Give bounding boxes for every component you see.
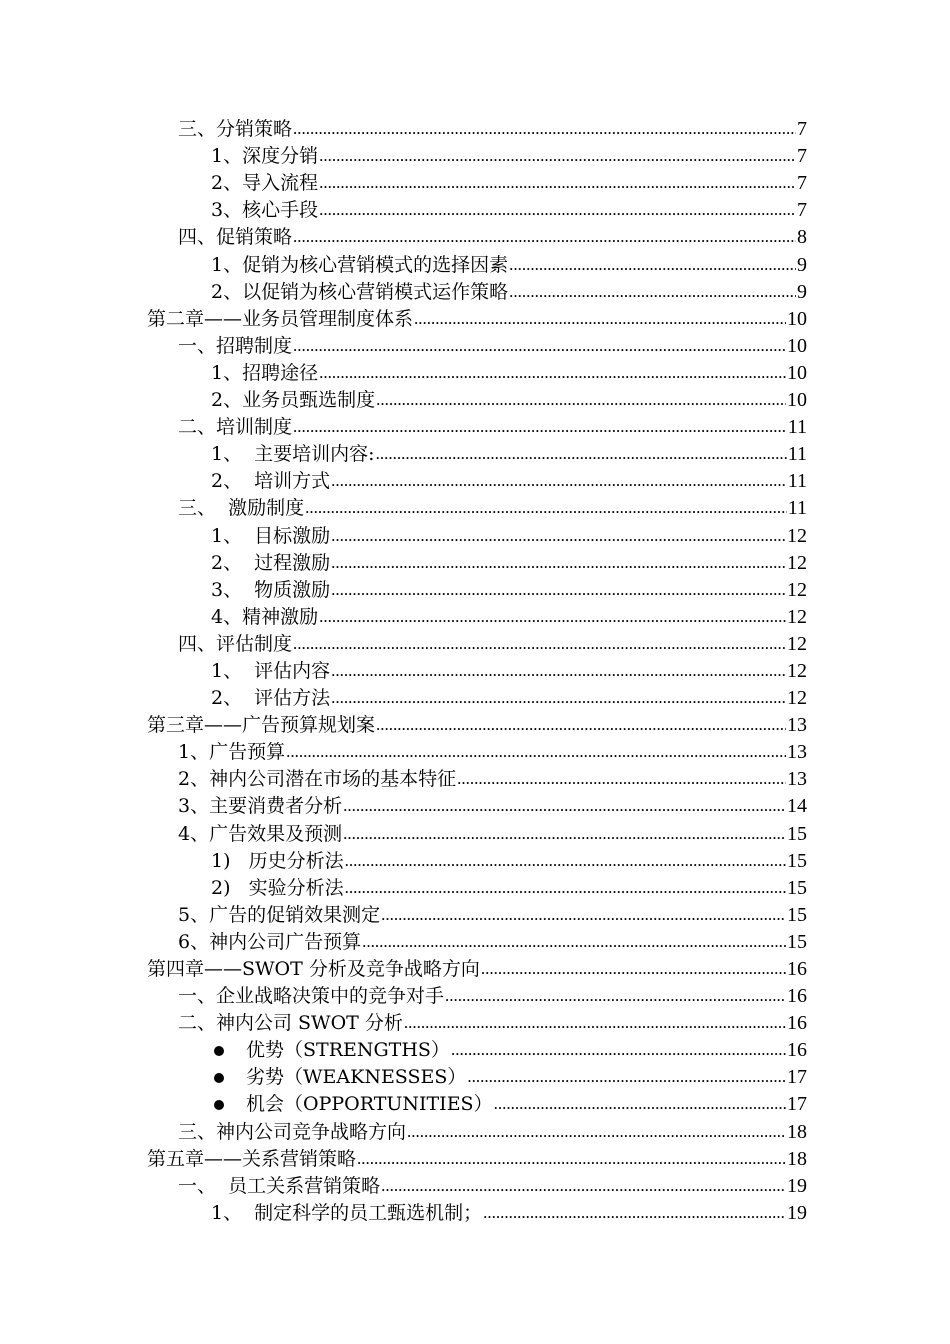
toc-entry-page-number: 10: [787, 389, 807, 412]
toc-entry-page-number: 16: [787, 1039, 807, 1062]
dot-leader: [451, 1038, 786, 1062]
table-of-contents: [0, 114, 950, 1225]
toc-entry-page-number: 9: [797, 280, 807, 303]
dot-leader: [483, 1201, 786, 1225]
dot-leader: [481, 957, 786, 981]
dot-leader: [319, 605, 786, 629]
dot-leader: [293, 225, 796, 249]
dot-leader: [331, 686, 786, 710]
toc-entry[interactable]: [0, 304, 950, 331]
dot-leader: [293, 632, 786, 656]
dot-leader: [445, 984, 786, 1008]
dot-leader: [345, 849, 786, 873]
toc-entry-page-number: 10: [787, 361, 807, 384]
toc-entry[interactable]: [0, 710, 950, 737]
dot-leader: [343, 794, 786, 818]
toc-entry[interactable]: [0, 683, 950, 710]
toc-entry-label: 2、以促销为核心营销模式运作策略: [211, 280, 509, 303]
dot-leader: [376, 713, 786, 737]
dot-leader: [319, 144, 796, 168]
toc-entry[interactable]: [0, 466, 950, 493]
toc-entry[interactable]: [0, 222, 950, 249]
dot-leader: [343, 822, 786, 846]
dot-leader: [494, 1092, 786, 1116]
dot-leader: [293, 334, 786, 358]
toc-entry-label: 3、 物质激励: [211, 578, 331, 601]
toc-entry-page-number: 16: [787, 1012, 807, 1035]
toc-entry[interactable]: [0, 1008, 950, 1035]
toc-entry[interactable]: [0, 331, 950, 358]
dot-leader: [331, 469, 787, 493]
toc-entry-label: 4、广告效果及预测: [178, 822, 343, 845]
toc-entry-page-number: 11: [787, 497, 807, 520]
toc-entry-label: 第五章——关系营销策略: [147, 1147, 357, 1170]
toc-entry-page-number: 17: [787, 1066, 807, 1089]
bullet-icon: [214, 1046, 224, 1056]
toc-entry-label: 二、神内公司 SWOT 分析: [178, 1012, 403, 1035]
dot-leader: [404, 1011, 786, 1035]
toc-entry-page-number: 12: [787, 687, 807, 710]
toc-entry[interactable]: [0, 168, 950, 195]
dot-leader: [345, 876, 786, 900]
toc-entry-page-number: 12: [787, 659, 807, 682]
toc-entry[interactable]: [0, 737, 950, 764]
toc-entry[interactable]: [0, 1089, 950, 1116]
dot-leader: [376, 388, 786, 412]
toc-entry-page-number: 15: [787, 930, 807, 953]
toc-entry-label: 1、促销为核心营销模式的选择因素: [211, 253, 509, 276]
toc-entry-label: 1、 制定科学的员工甄选机制；: [211, 1201, 483, 1224]
toc-entry-page-number: 12: [787, 605, 807, 628]
toc-entry-page-number: 15: [787, 849, 807, 872]
toc-entry[interactable]: [0, 385, 950, 412]
toc-entry-page-number: 7: [797, 145, 807, 168]
toc-entry-page-number: 12: [787, 578, 807, 601]
toc-entry-page-number: 8: [797, 226, 807, 249]
toc-entry[interactable]: [0, 873, 950, 900]
toc-entry[interactable]: [0, 656, 950, 683]
toc-entry[interactable]: [0, 900, 950, 927]
toc-entry-label: 四、评估制度: [178, 632, 293, 655]
dot-leader: [381, 903, 786, 927]
toc-entry-page-number: 12: [787, 632, 807, 655]
toc-entry-page-number: 18: [787, 1147, 807, 1170]
toc-entry-page-number: 10: [787, 307, 807, 330]
toc-entry[interactable]: [0, 629, 950, 656]
toc-entry-label: 3、核心手段: [211, 199, 319, 222]
dot-leader: [319, 198, 796, 222]
dot-leader: [362, 930, 786, 954]
toc-entry-label: 三、分销策略: [178, 118, 293, 141]
toc-entry[interactable]: [0, 927, 950, 954]
toc-entry-label: 2、导入流程: [211, 172, 319, 195]
toc-entry-page-number: 16: [787, 958, 807, 980]
toc-entry[interactable]: [0, 1171, 950, 1198]
toc-entry[interactable]: [0, 493, 950, 520]
toc-entry-label: 2、 培训方式: [211, 470, 331, 493]
dot-leader: [509, 253, 796, 277]
dot-leader: [319, 361, 786, 385]
toc-entry-label: 5、广告的促销效果测定: [178, 903, 381, 926]
toc-entry-page-number: 7: [797, 199, 807, 222]
toc-entry-page-number: 12: [787, 524, 807, 547]
toc-entry[interactable]: [0, 548, 950, 575]
toc-entry-page-number: 11: [787, 416, 807, 439]
dot-leader: [286, 740, 786, 764]
toc-entry-page-number: 15: [787, 822, 807, 845]
toc-entry-label: 1、 评估内容: [211, 659, 331, 682]
toc-entry-label: 三、 激励制度: [178, 497, 305, 520]
toc-entry[interactable]: [0, 412, 950, 439]
toc-entry[interactable]: [0, 764, 950, 791]
toc-entry-label: 一、招聘制度: [178, 334, 293, 357]
toc-entry[interactable]: [0, 1035, 950, 1062]
toc-entry-label: 1、 主要培训内容:: [211, 443, 375, 466]
dot-leader: [457, 767, 786, 791]
dot-leader: [331, 578, 786, 602]
toc-entry[interactable]: [0, 439, 950, 466]
toc-entry-label: 三、神内公司竞争战略方向: [178, 1120, 407, 1143]
toc-entry-label: 2、业务员甄选制度: [211, 389, 376, 412]
toc-entry[interactable]: [0, 249, 950, 276]
toc-entry-label: 劣势（WEAKNESSES）: [246, 1066, 467, 1089]
toc-entry-label: 四、促销策略: [178, 226, 293, 249]
toc-entry-page-number: 14: [787, 795, 807, 818]
toc-entry-label: 第三章——广告预算规划案: [147, 714, 376, 737]
toc-entry[interactable]: [0, 846, 950, 873]
toc-entry-page-number: 16: [787, 985, 807, 1008]
toc-entry-page-number: 15: [787, 876, 807, 899]
dot-leader: [305, 496, 787, 520]
toc-entry[interactable]: [0, 1062, 950, 1089]
toc-entry-label: 2) 实验分析法: [211, 876, 344, 899]
toc-entry-label: 2、 过程激励: [211, 551, 331, 574]
toc-entry-page-number: 19: [787, 1174, 807, 1197]
toc-entry-page-number: 7: [797, 172, 807, 195]
toc-entry-label: 1) 历史分析法: [211, 849, 344, 872]
bullet-icon: [214, 1073, 224, 1083]
dot-leader: [293, 415, 787, 439]
dot-leader: [509, 280, 796, 304]
toc-entry-page-number: 12: [787, 551, 807, 574]
toc-entry-label: 1、广告预算: [178, 741, 286, 764]
toc-entry-label: 4、精神激励: [211, 605, 319, 628]
toc-entry[interactable]: [0, 277, 950, 304]
toc-entry-label: 1、招聘途径: [211, 361, 319, 384]
toc-entry-page-number: 15: [787, 903, 807, 926]
toc-entry-label: 3、主要消费者分析: [178, 795, 343, 818]
dot-leader: [331, 659, 786, 683]
toc-entry-page-number: 17: [787, 1093, 807, 1116]
dot-leader: [407, 1120, 786, 1144]
toc-entry[interactable]: [0, 358, 950, 385]
dot-leader: [293, 117, 796, 141]
toc-entry-page-number: 13: [787, 768, 807, 791]
dot-leader: [357, 1147, 786, 1171]
toc-entry[interactable]: [0, 791, 950, 818]
toc-entry[interactable]: [0, 141, 950, 168]
toc-entry-label: 优势（STRENGTHS）: [246, 1039, 450, 1062]
toc-entry-page-number: 9: [797, 253, 807, 276]
dot-leader: [376, 442, 787, 466]
toc-entry[interactable]: [0, 602, 950, 629]
toc-entry-label: 6、神内公司广告预算: [178, 930, 362, 953]
dot-leader: [319, 171, 796, 195]
toc-entry-page-number: 18: [787, 1120, 807, 1143]
toc-entry-label: 一、 员工关系营销策略: [178, 1174, 381, 1197]
toc-entry-label: 2、神内公司潜在市场的基本特征: [178, 768, 457, 791]
toc-entry-label: 一、企业战略决策中的竞争对手: [178, 985, 445, 1008]
toc-entry-label: 1、 目标激励: [211, 524, 331, 547]
dot-leader: [381, 1174, 786, 1198]
toc-entry[interactable]: [0, 575, 950, 602]
toc-entry[interactable]: [0, 1198, 950, 1225]
dot-leader: [467, 1065, 786, 1089]
toc-entry-label: 第四章——SWOT 分析及竞争战略方向: [147, 958, 480, 980]
toc-entry-page-number: 11: [787, 443, 807, 466]
toc-entry-label: 二、培训制度: [178, 416, 293, 439]
dot-leader: [331, 551, 786, 575]
toc-entry-label: 2、 评估方法: [211, 687, 331, 710]
toc-entry-label: 1、深度分销: [211, 145, 319, 168]
dot-leader: [331, 524, 786, 548]
toc-entry[interactable]: [0, 1116, 950, 1143]
toc-entry[interactable]: [0, 195, 950, 222]
toc-entry[interactable]: [0, 114, 950, 141]
toc-entry-label: 第二章——业务员管理制度体系: [147, 307, 414, 330]
toc-entry[interactable]: [0, 954, 950, 981]
toc-entry-page-number: 19: [787, 1201, 807, 1224]
toc-entry-page-number: 10: [787, 334, 807, 357]
bullet-icon: [214, 1100, 224, 1110]
toc-entry-label: 机会（OPPORTUNITIES）: [246, 1093, 493, 1116]
toc-entry-page-number: 11: [787, 470, 807, 493]
toc-entry-page-number: 7: [797, 118, 807, 141]
toc-entry[interactable]: [0, 520, 950, 547]
toc-entry[interactable]: [0, 981, 950, 1008]
toc-entry-page-number: 13: [787, 741, 807, 764]
toc-entry-page-number: 13: [787, 714, 807, 737]
dot-leader: [414, 307, 786, 331]
toc-entry[interactable]: [0, 818, 950, 845]
toc-entry[interactable]: [0, 1144, 950, 1171]
